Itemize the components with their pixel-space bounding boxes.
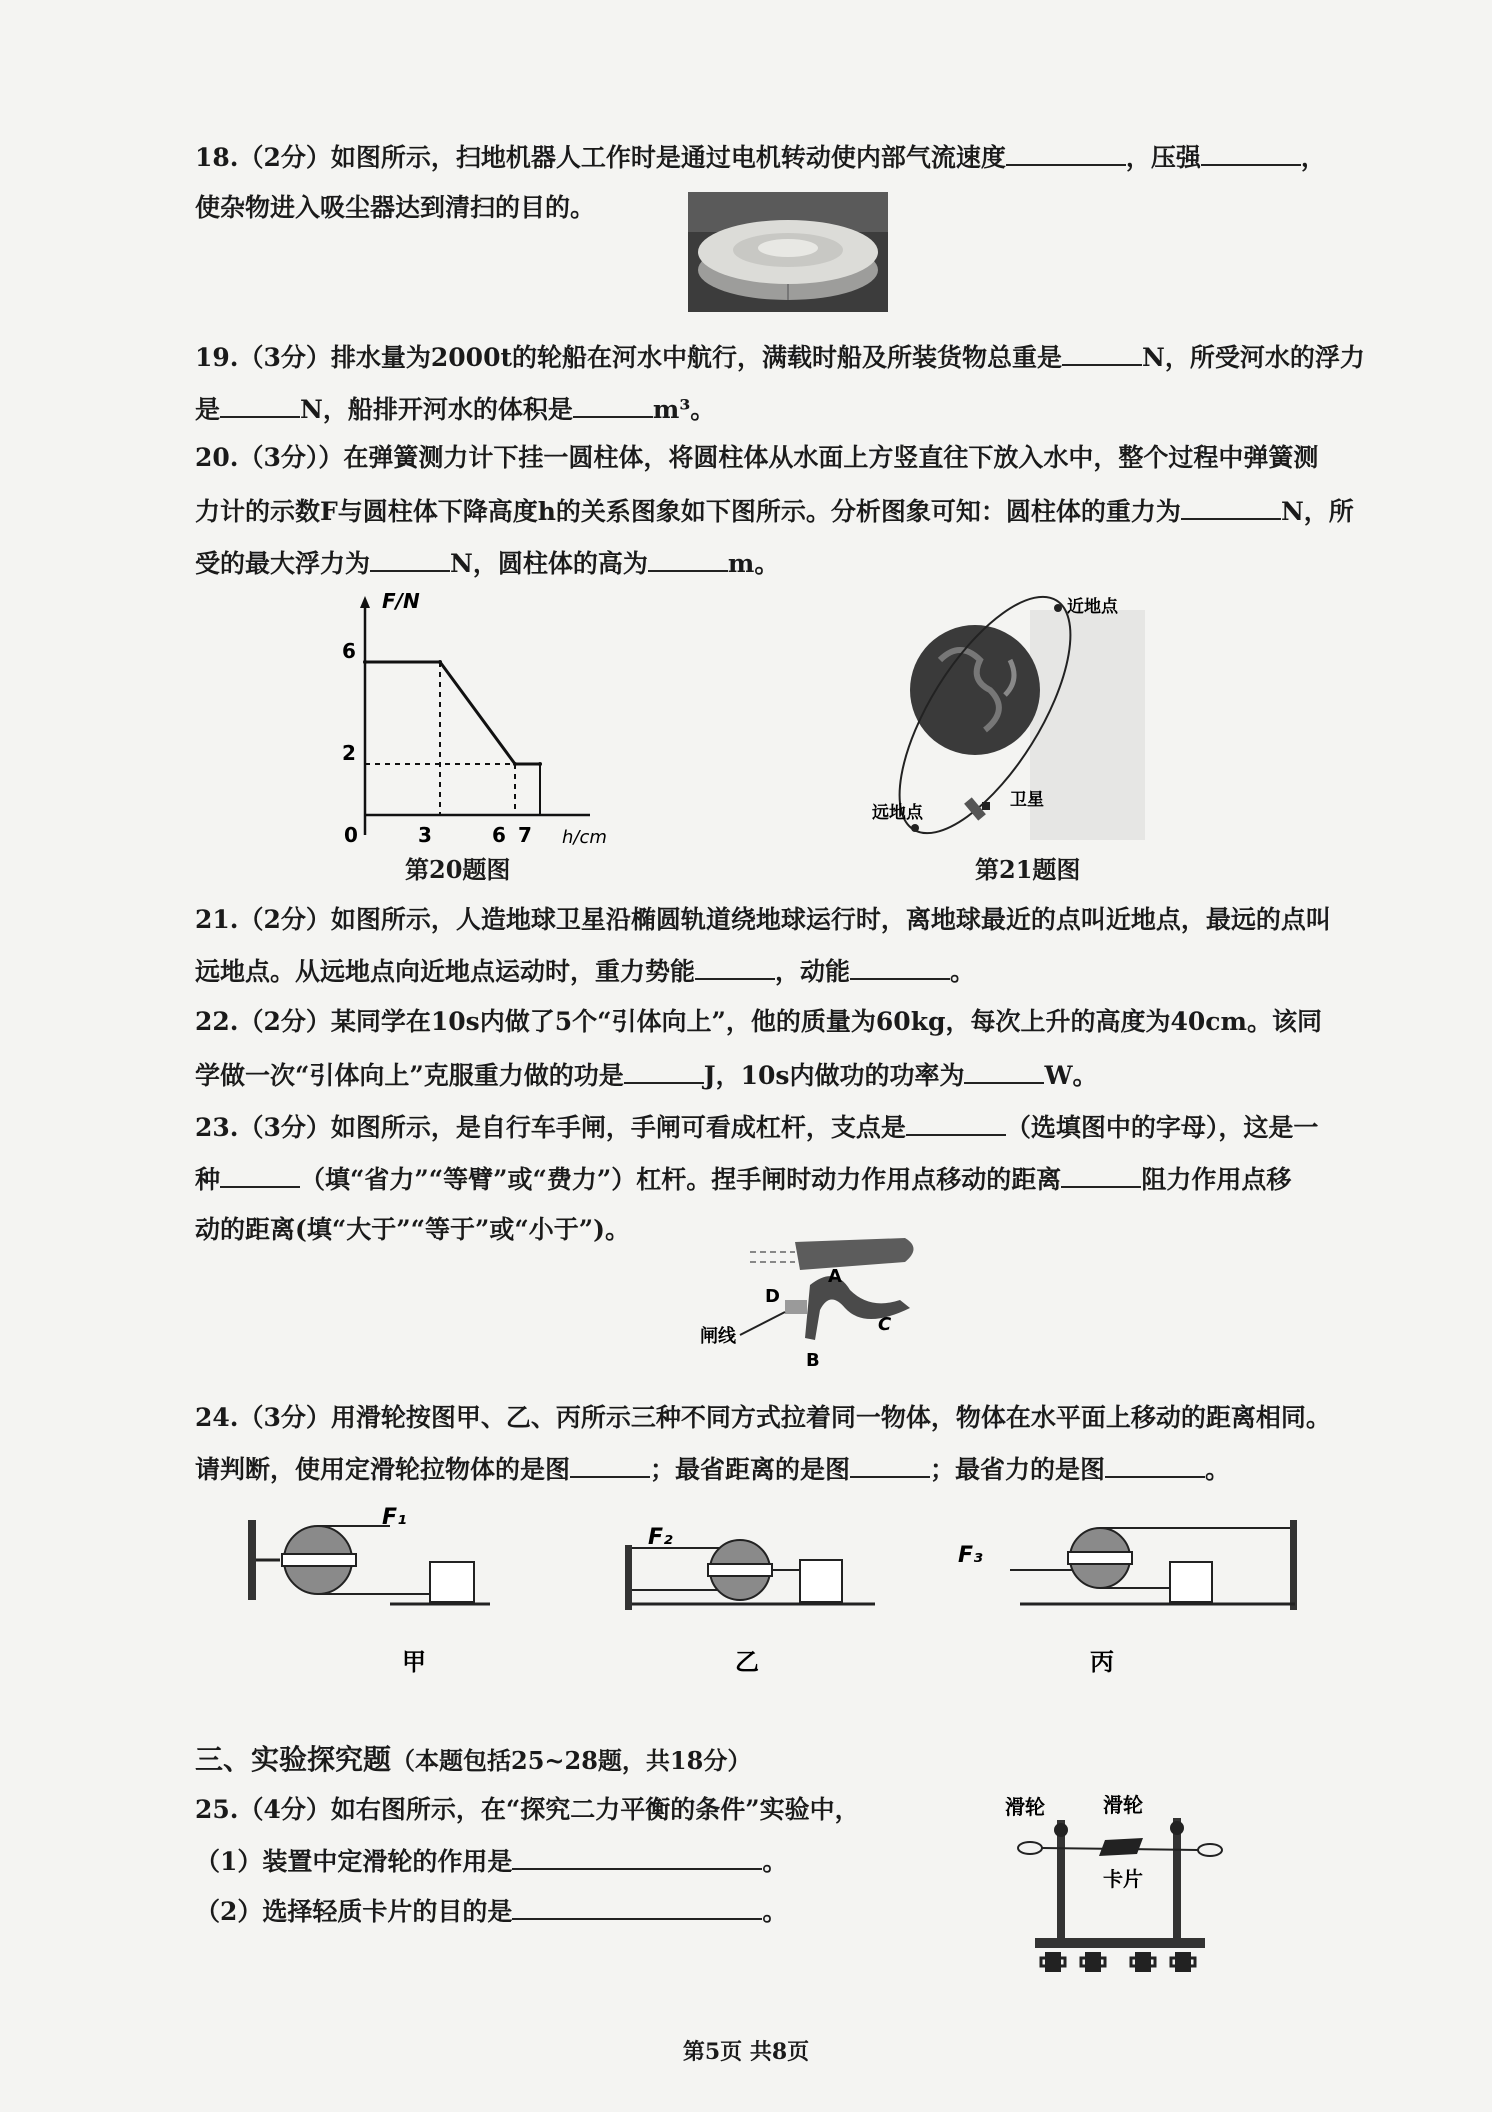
answer-blank	[1201, 138, 1301, 166]
q23-text: （填“省力”“等臂”或“费力”）杠杆。捏手闸时动力作用点移动的距离	[300, 1165, 1062, 1194]
q20-line1: 20.（3分））在弹簧测力计下挂一圆柱体，将圆柱体从水面上方竖直往下放入水中，整个过程中弹簧测	[195, 443, 1319, 472]
q24-text: 。	[1205, 1455, 1231, 1484]
q22-line2	[195, 1056, 1352, 1094]
card-label: 卡片	[1103, 1867, 1143, 1891]
q23-text: （选填图中的字母），这是一	[1005, 1113, 1319, 1142]
x-tick-6: 6	[492, 823, 506, 847]
answer-blank	[220, 390, 300, 418]
pulley-yi	[625, 1525, 875, 1610]
q21-text: 。	[950, 957, 976, 986]
force-label-f3: F₃	[958, 1543, 983, 1568]
section-title: 三、实验探究题	[195, 1743, 392, 1776]
label-yi: 乙	[735, 1648, 759, 1676]
y-tick-6: 6	[342, 639, 356, 663]
q20-line2	[195, 492, 1352, 530]
label-b: B	[806, 1350, 820, 1371]
answer-blank	[906, 1108, 1006, 1136]
pulley-jia	[248, 1505, 490, 1604]
y-tick-2: 2	[342, 741, 356, 765]
answer-blank	[1061, 1160, 1141, 1188]
q19-text: N，所受河水的浮力	[1142, 343, 1365, 372]
section-heading	[195, 1738, 751, 1778]
q20-line3	[195, 544, 1352, 582]
balance-experiment-figure	[1005, 1790, 1255, 1980]
q21-line1: 21.（2分）如图所示，人造地球卫星沿椭圆轨道绕地球运行时，离地球最近的点叫近地点，最远的点叫	[195, 905, 1331, 934]
answer-blank	[370, 544, 450, 572]
q18-line1	[195, 138, 1352, 176]
perigee-label: 近地点	[1067, 597, 1118, 617]
q23-line2	[195, 1160, 1352, 1198]
x-tick-7: 7	[518, 823, 532, 847]
page-footer: 第5页 共8页	[682, 2039, 810, 2065]
pulley-right-label: 滑轮	[1103, 1793, 1143, 1817]
q23-line3: 动的距离(填“大于”“等于”或“小于”)。	[195, 1215, 630, 1244]
q19-text: 19.（3分）排水量为2000t的轮船在河水中航行，满载时船及所装货物总重是	[195, 343, 1063, 372]
satellite-label: 卫星	[1010, 790, 1044, 810]
q24-line2	[195, 1450, 1352, 1488]
f-h-series-line	[365, 662, 540, 764]
data-point-3	[538, 762, 542, 766]
data-point-0	[363, 660, 367, 664]
satellite-orbit-figure	[860, 590, 1150, 850]
origin-label: 0	[344, 823, 358, 847]
fig21-caption: 第21题图	[975, 855, 1081, 884]
q22-text: W。	[1044, 1061, 1098, 1090]
answer-blank	[1181, 492, 1281, 520]
q20-text: 力计的示数F与圆柱体下降高度h的关系图象如下图所示。分析图象可知：圆柱体的重力为	[195, 497, 1181, 526]
answer-blank	[573, 390, 653, 418]
q19-line1	[195, 338, 1365, 376]
label-jia: 甲	[402, 1648, 426, 1676]
y-axis-label: F/N	[382, 590, 420, 613]
force-label-f1: F₁	[382, 1505, 407, 1530]
q25-line1: 25.（4分）如右图所示，在“探究二力平衡的条件”实验中，	[195, 1795, 860, 1824]
robot-vacuum-image	[688, 192, 888, 312]
brake-lever	[805, 1276, 910, 1340]
answer-blank	[1006, 138, 1126, 166]
force-label-f2: F₂	[648, 1525, 673, 1550]
q25-text: （1）装置中定滑轮的作用是	[195, 1847, 513, 1876]
bike-brake-figure	[660, 1230, 930, 1380]
q24-line1: 24.（3分）用滑轮按图甲、乙、丙所示三种不同方式拉着同一物体，物体在水平面上移动的距离相同。	[195, 1403, 1331, 1432]
q19-text: 是	[195, 395, 221, 424]
force-height-chart	[330, 590, 630, 850]
q19-line2	[195, 390, 1352, 428]
answer-blank	[570, 1450, 650, 1478]
q25-text: 。	[762, 1847, 788, 1876]
answer-blank	[695, 952, 775, 980]
q22-line1: 22.（2分）某同学在10s内做了5个“引体向上”，他的质量为60kg，每次上升的高度为40cm。该同	[195, 1007, 1322, 1036]
answer-blank	[512, 1892, 762, 1920]
q22-text: 学做一次“引体向上”克服重力做的功是	[195, 1061, 624, 1090]
q21-text: ，动能	[775, 957, 851, 986]
q25-text: （2）选择轻质卡片的目的是	[195, 1897, 513, 1926]
answer-blank	[850, 952, 950, 980]
q23-text: 阻力作用点移	[1141, 1165, 1292, 1194]
pulley-left-label: 滑轮	[1005, 1795, 1045, 1819]
answer-blank	[512, 1842, 762, 1870]
pulley-bing	[958, 1520, 1297, 1610]
q25-text: 。	[762, 1897, 788, 1926]
earth-image	[910, 625, 1040, 755]
q18-line2: 使杂物进入吸尘器达到清扫的目的。	[195, 193, 596, 222]
q21-text: 远地点。从远地点向近地点运动时，重力势能	[195, 957, 696, 986]
q19-text: N，船排开河水的体积是	[300, 395, 573, 424]
label-d: D	[765, 1286, 780, 1307]
handlebar-grip	[795, 1238, 914, 1270]
label-bing: 丙	[1090, 1648, 1114, 1676]
answer-blank	[648, 544, 728, 572]
y-axis-arrow	[360, 596, 370, 608]
pulley-figures	[240, 1500, 1300, 1680]
answer-blank	[1062, 338, 1142, 366]
q23-text: 23.（3分）如图所示，是自行车手闸，手闸可看成杠杆，支点是	[195, 1113, 906, 1142]
section-note: （本题包括25~28题，共18分）	[391, 1746, 752, 1775]
answer-blank	[624, 1056, 704, 1084]
q21-line2	[195, 952, 1352, 990]
x-tick-3: 3	[418, 823, 432, 847]
card-shape	[1099, 1838, 1143, 1856]
answer-blank	[964, 1056, 1044, 1084]
q24-text: 请判断，使用定滑轮拉物体的是图	[195, 1455, 571, 1484]
apogee-label: 远地点	[872, 803, 923, 823]
q18-text: 18.（2分）如图所示，扫地机器人工作时是通过电机转动使内部气流速度	[195, 143, 1006, 172]
answer-blank	[850, 1450, 930, 1478]
data-point-2	[513, 762, 517, 766]
fig20-caption: 第20题图	[405, 855, 511, 884]
q20-text: m。	[727, 549, 780, 578]
q20-text: 受的最大浮力为	[195, 549, 371, 578]
q22-text: J，10s内做功的功率为	[703, 1061, 965, 1090]
cable-label: 闸线	[700, 1326, 736, 1347]
q24-text: ；最省力的是图	[930, 1455, 1106, 1484]
q19-text: m³。	[652, 395, 716, 424]
q24-text: ；最省距离的是图	[650, 1455, 851, 1484]
q18-text: ，压强	[1125, 143, 1201, 172]
q23-text: 种	[195, 1165, 221, 1194]
label-c: C	[878, 1314, 892, 1335]
brake-cable	[740, 1312, 785, 1335]
q20-text: N，所	[1280, 497, 1354, 526]
answer-blank	[220, 1160, 300, 1188]
answer-blank	[1105, 1450, 1205, 1478]
data-point-1	[438, 660, 442, 664]
q23-line1	[195, 1108, 1352, 1146]
q18-text: ，	[1300, 143, 1326, 172]
label-a: A	[828, 1266, 842, 1287]
q20-text: N，圆柱体的高为	[450, 549, 648, 578]
x-axis-label: h/cm	[562, 827, 607, 848]
